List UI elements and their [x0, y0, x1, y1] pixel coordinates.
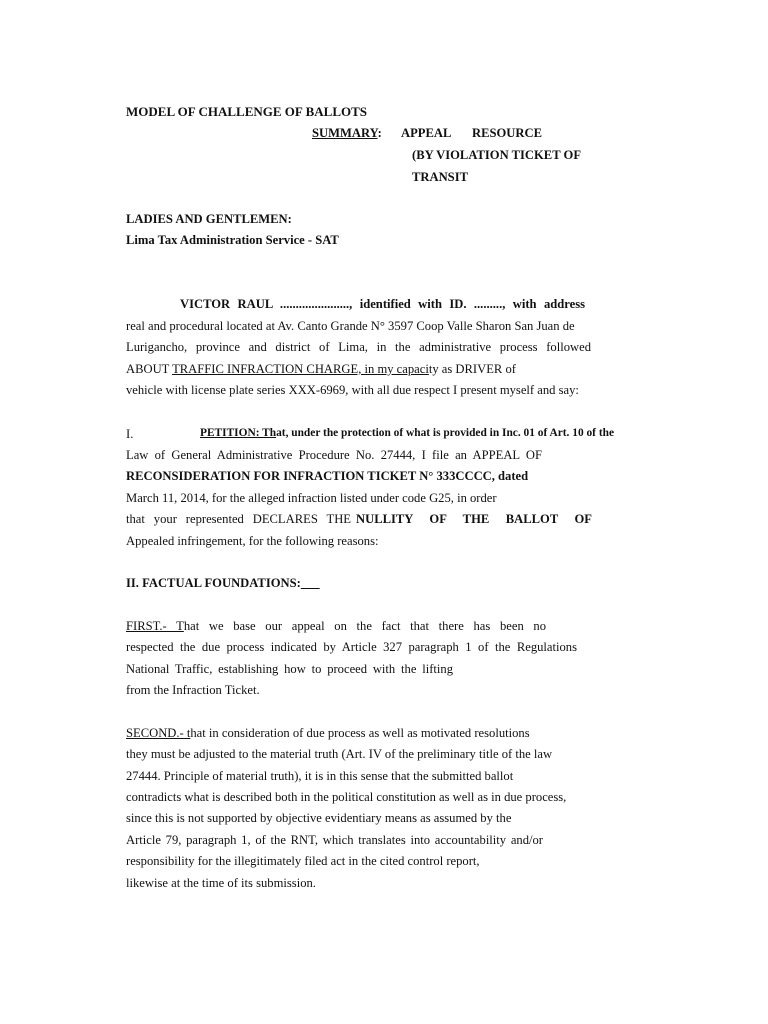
first-line-2: respected the due process indicated by Article 327 paragraph 1 of the Regulations: [126, 640, 577, 654]
addressee-entity: Lima Tax Administration Service - SAT: [126, 233, 339, 247]
second-line-8: likewise at the time of its submission.: [126, 876, 316, 890]
document-title: MODEL OF CHALLENGE OF BALLOTS: [126, 104, 368, 119]
second-line-7: responsibility for the illegitimately filed act in the cited control report,: [126, 854, 480, 868]
intro-line-1: VICTOR RAUL ......................, identified with ID. ........., with address: [180, 297, 585, 311]
intro-line-5: vehicle with license plate series XXX-6969, with all due respect I present myself and say:: [126, 383, 579, 397]
intro-line-4: [126, 361, 516, 377]
petition-line-3: RECONSIDERATION FOR INFRACTION TICKET N° 333CCCC, dated: [126, 469, 529, 483]
summary-word-appeal: APPEAL: [401, 126, 452, 140]
petition-numeral: I.: [126, 427, 134, 441]
petition-line-5b: NULLITY OF THE BALLOT OF: [356, 512, 592, 526]
intro-line-4-post: ty as DRIVER of: [428, 362, 516, 376]
petition-line-2: Law of General Administrative Procedure No. 27444, I file an APPEAL OF: [126, 448, 542, 462]
second-line-1: [126, 725, 530, 741]
intro-line-2: real and procedural located at Av. Canto Grande N° 3597 Coop Valle Sharon San Juan de: [126, 319, 575, 333]
second-line-4: contradicts what is described both in the political constitution as well as in due process,: [126, 790, 567, 804]
second-line-1-rest: hat in consideration of due process as well as motivated resolutions: [190, 726, 530, 740]
petition-line-4: March 11, 2014, for the alleged infraction listed under code G25, in order: [126, 491, 497, 505]
petition-label-rest: at, under the protection of what is provided in Inc. 01 of Art. 10 of the: [276, 427, 615, 439]
summary-colon: :: [377, 126, 382, 140]
addressee-salutation: LADIES AND GENTLEMEN:: [126, 212, 292, 226]
first-line-1: [126, 618, 546, 634]
summary-line-3: TRANSIT: [412, 170, 468, 184]
second-line-5: since this is not supported by objective evidentiary means as assumed by the: [126, 811, 512, 825]
intro-line-3: Lurigancho, province and district of Lima, in the administrative process followed: [126, 340, 591, 354]
section-2-heading-trail: [301, 576, 320, 590]
section-2-heading-text: II. FACTUAL FOUNDATIONS:: [126, 576, 301, 590]
petition-label: PETITION: Th: [200, 427, 277, 439]
first-line-3: National Traffic, establishing how to proceed with the lifting: [126, 662, 453, 676]
petition-label-line: [200, 425, 614, 441]
second-line-3: 27444. Principle of material truth), it is in this sense that the submitted ballot: [126, 769, 514, 783]
summary-line-2: (BY VIOLATION TICKET OF: [412, 148, 582, 162]
first-label: FIRST.- T: [126, 619, 184, 633]
first-line-4: from the Infraction Ticket.: [126, 683, 260, 697]
summary-label-text: SUMMARY: [312, 126, 378, 140]
second-line-2: they must be adjusted to the material truth (Art. IV of the preliminary title of the law: [126, 747, 553, 761]
summary-word-resource: RESOURCE: [472, 126, 542, 140]
summary-label: [312, 125, 382, 141]
intro-line-4-underlined: TRAFFIC INFRACTION CHARGE, in my capaci: [172, 362, 429, 376]
second-line-6: Article 79, paragraph 1, of the RNT, which translates into accountability and/or: [126, 833, 543, 847]
section-2-heading: [126, 575, 320, 591]
petition-line-5a: that your represented DECLARES THE: [126, 512, 351, 526]
intro-line-4-pre: ABOUT: [126, 362, 173, 376]
first-line-1-rest: hat we base our appeal on the fact that there has been no: [183, 619, 546, 633]
second-label: SECOND.- t: [126, 726, 191, 740]
petition-line-6: Appealed infringement, for the following reasons:: [126, 534, 379, 548]
